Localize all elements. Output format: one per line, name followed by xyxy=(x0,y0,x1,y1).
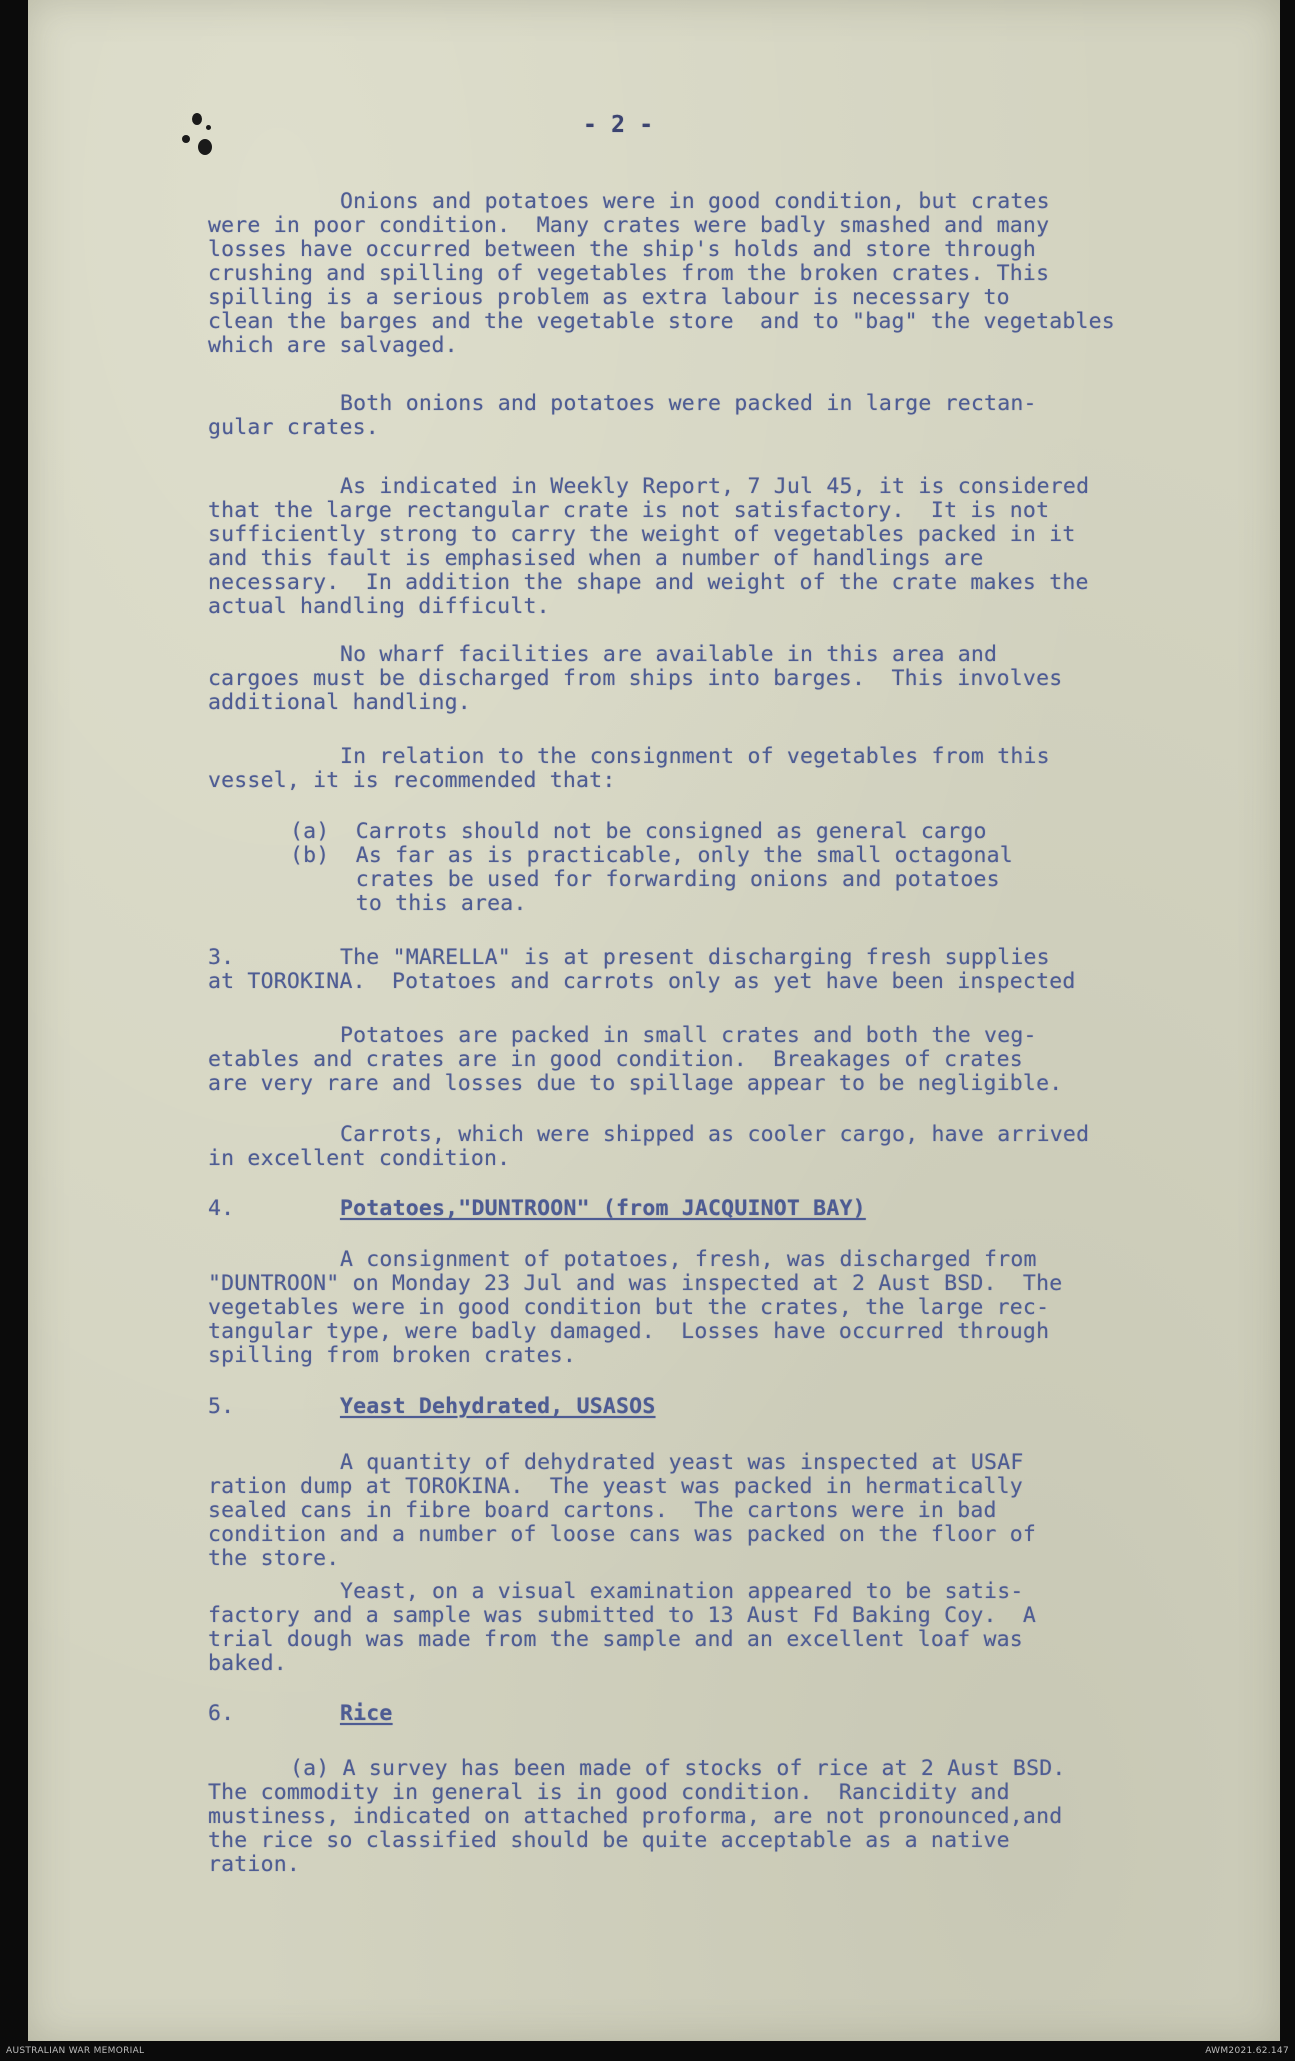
list-item: crates be used for forwarding onions and potatoes xyxy=(290,867,1000,892)
text-line: Yeast, on a visual examination appeared to be satis- xyxy=(340,1579,1024,1604)
text-line: additional handling. xyxy=(208,690,471,715)
text-line: necessary. In addition the shape and weight of the crate makes the xyxy=(208,570,1089,595)
document-page xyxy=(28,0,1280,2041)
text-line: clean the barges and the vegetable store and to "bag" the vegetables xyxy=(208,309,1115,334)
text-line: ration. xyxy=(208,1852,301,1877)
text-line: As indicated in Weekly Report, 7 Jul 45, it is considered xyxy=(340,474,1090,499)
section-number: 4. xyxy=(208,1196,235,1221)
text-line: "DUNTROON" on Monday 23 Jul and was inspected at 2 Aust BSD. The xyxy=(208,1271,1063,1296)
text-line: losses have occurred between the ship's holds and store through xyxy=(208,237,1037,262)
text-line: mustiness, indicated on attached proforma, are not pronounced,and xyxy=(208,1804,1063,1829)
text-line: actual handling difficult. xyxy=(208,594,550,619)
text-line: were in poor condition. Many crates were badly smashed and many xyxy=(208,213,1050,238)
section-number: 5. xyxy=(208,1394,235,1419)
footer-reference: AWM2021.62.147 xyxy=(1205,2046,1289,2056)
section-heading: Rice xyxy=(340,1701,393,1726)
text-line: at TOROKINA. Potatoes and carrots only as yet have been inspected xyxy=(208,969,1076,994)
text-line: etables and crates are in good condition. Breakages of crates xyxy=(208,1047,1023,1072)
text-line: A quantity of dehydrated yeast was inspected at USAF xyxy=(340,1450,1024,1475)
text-line: the rice so classified should be quite acceptable as a native xyxy=(208,1828,1010,1853)
section-heading: Potatoes,"DUNTROON" (from JACQUINOT BAY) xyxy=(340,1196,866,1221)
text-line: and this fault is emphasised when a number of handlings are xyxy=(208,546,984,571)
text-line: Both onions and potatoes were packed in large rectan- xyxy=(340,391,1037,416)
page-number: - 2 - xyxy=(583,112,654,138)
text-line: sufficiently strong to carry the weight of vegetables packed in it xyxy=(208,522,1076,547)
list-item: (a) Carrots should not be consigned as general cargo xyxy=(290,819,987,844)
text-line: condition and a number of loose cans was packed on the floor of xyxy=(208,1522,1037,1547)
text-line: which are salvaged. xyxy=(208,333,458,358)
text-line: tangular type, were badly damaged. Losses have occurred through xyxy=(208,1319,1050,1344)
text-line: are very rare and losses due to spillage appear to be negligible. xyxy=(208,1071,1063,1096)
text-line: In relation to the consignment of vegetables from this xyxy=(340,744,1050,769)
text-line: sealed cans in fibre board cartons. The cartons were in bad xyxy=(208,1498,997,1523)
typed-text xyxy=(28,0,1280,2021)
text-line: A consignment of potatoes, fresh, was discharged from xyxy=(340,1247,1037,1272)
text-line: in excellent condition. xyxy=(208,1146,511,1171)
text-line: Carrots, which were shipped as cooler cargo, have arrived xyxy=(340,1122,1090,1147)
list-item: to this area. xyxy=(290,891,527,916)
text-line: cargoes must be discharged from ships into barges. This involves xyxy=(208,666,1063,691)
section-heading: Yeast Dehydrated, USASOS xyxy=(340,1394,656,1419)
text-line: trial dough was made from the sample and an excellent loaf was xyxy=(208,1627,1023,1652)
text-line: ration dump at TOROKINA. The yeast was packed in hermatically xyxy=(208,1474,1023,1499)
text-line: (a) A survey has been made of stocks of rice at 2 Aust BSD. xyxy=(290,1756,1066,1781)
text-line: that the large rectangular crate is not satisfactory. It is not xyxy=(208,498,1050,523)
section-number: 6. xyxy=(208,1701,235,1726)
text-line: factory and a sample was submitted to 13 Aust Fd Baking Coy. A xyxy=(208,1603,1037,1628)
text-line: spilling from broken crates. xyxy=(208,1343,577,1368)
text-line: vegetables were in good condition but the crates, the large rec- xyxy=(208,1295,1050,1320)
footer-credit: AUSTRALIAN WAR MEMORIAL xyxy=(6,2046,145,2056)
text-line: Potatoes are packed in small crates and both the veg- xyxy=(340,1023,1037,1048)
text-line: No wharf facilities are available in this area and xyxy=(340,642,998,667)
text-line: Onions and potatoes were in good condition, but crates xyxy=(340,189,1050,214)
section-number: 3. xyxy=(208,945,235,970)
text-line: the store. xyxy=(208,1546,340,1571)
text-line: spilling is a serious problem as extra labour is necessary to xyxy=(208,285,1010,310)
text-line: The commodity in general is in good condition. Rancidity and xyxy=(208,1780,1010,1805)
text-line: gular crates. xyxy=(208,415,379,440)
text-line: The "MARELLA" is at present discharging fresh supplies xyxy=(340,945,1050,970)
text-line: crushing and spilling of vegetables from the broken crates. This xyxy=(208,261,1050,286)
text-line: baked. xyxy=(208,1651,287,1676)
list-item: (b) As far as is practicable, only the small octagonal xyxy=(290,843,1013,868)
text-line: vessel, it is recommended that: xyxy=(208,768,616,793)
